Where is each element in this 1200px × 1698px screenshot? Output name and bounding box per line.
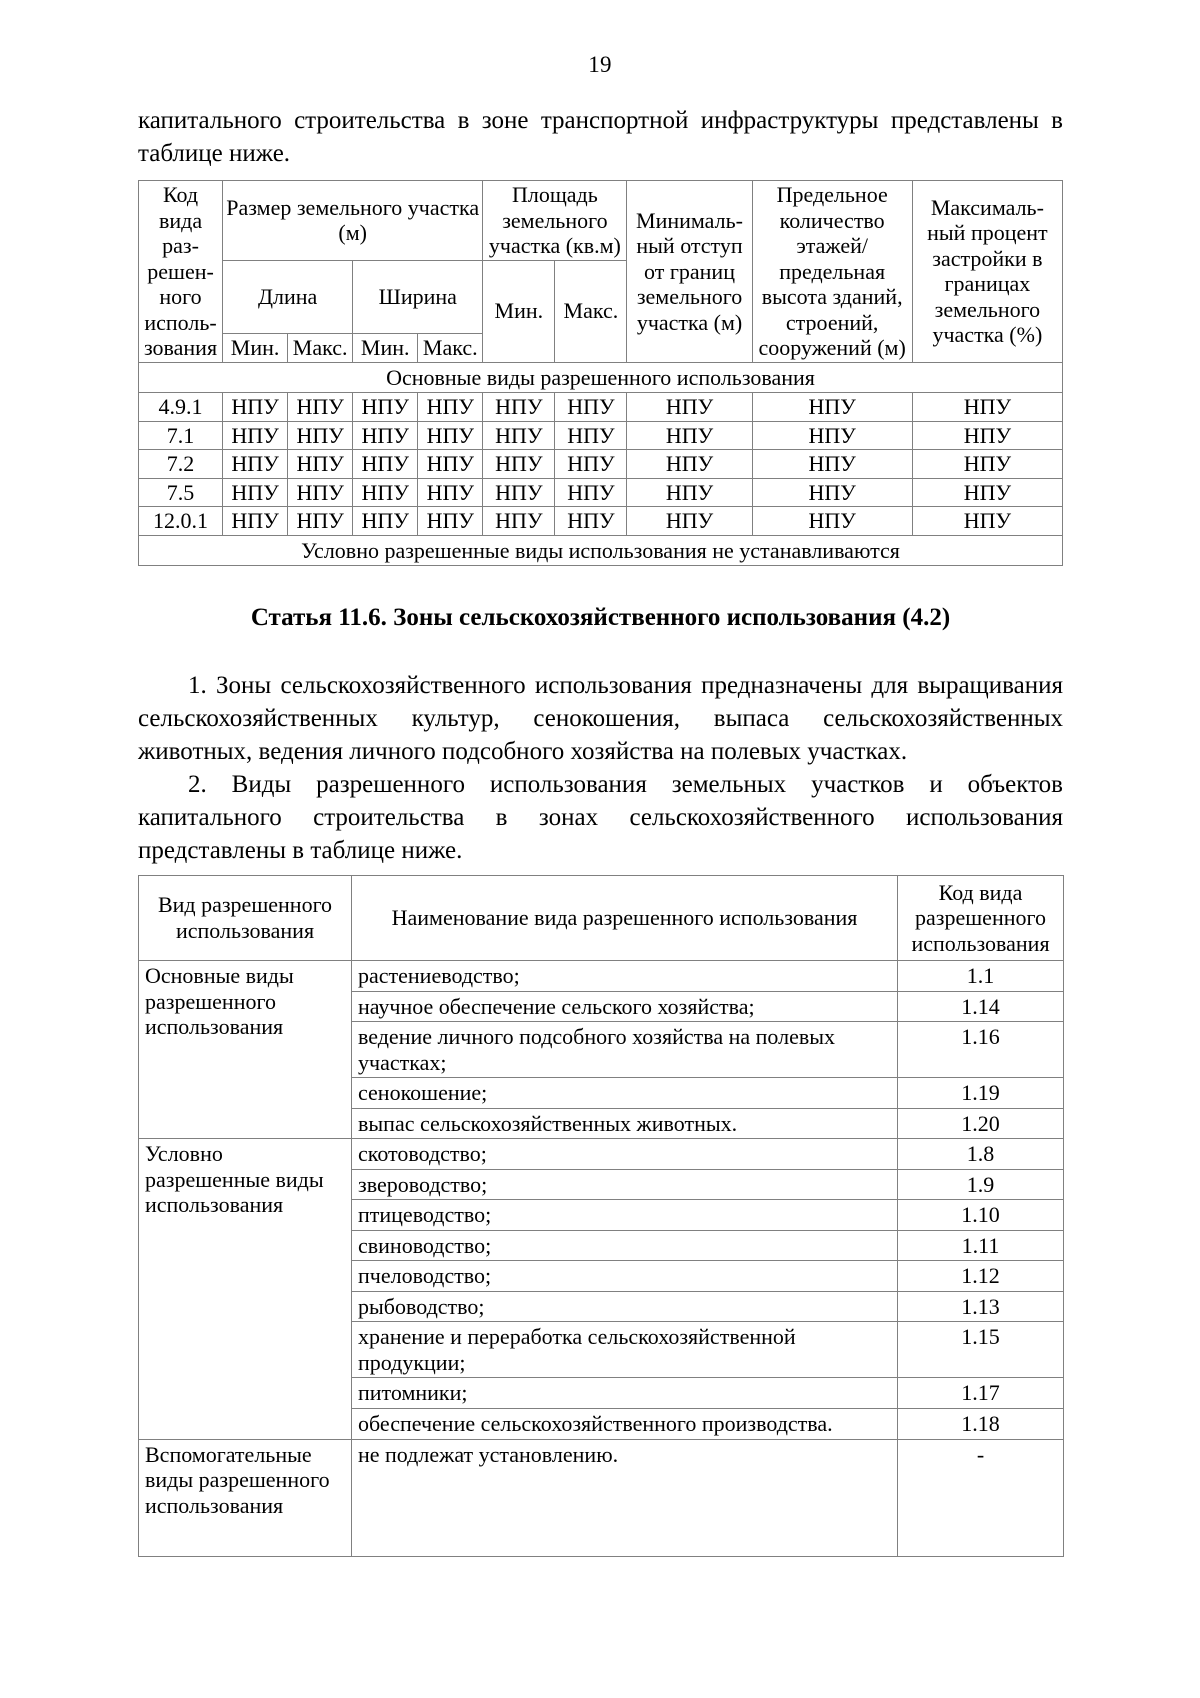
cell-area-min: НПУ — [483, 507, 555, 536]
header-width: Ширина — [353, 260, 483, 334]
use-name: обеспечение сельскохозяйственного производства. — [352, 1409, 898, 1440]
article-paragraph-1: 1. Зоны сельскохозяйственного использования предназначены для выращивания сельскохозяйственных культур, сенокошения, выпаса сельскохозяйственных животных, ведения личного подсобного хозяйства на полевых участках. — [138, 671, 1063, 765]
table-row — [139, 961, 1064, 992]
cell-area-min: НПУ — [483, 478, 555, 507]
use-code: 1.17 — [898, 1378, 1064, 1409]
cell-floors: НПУ — [752, 393, 912, 422]
use-name: растениеводство; — [352, 961, 898, 992]
header-area-max: Макс. — [555, 260, 627, 362]
use-code: 1.19 — [898, 1078, 1064, 1109]
cell-width-min: НПУ — [353, 393, 418, 422]
use-name: птицеводство; — [352, 1200, 898, 1231]
table-row — [139, 507, 1063, 536]
cell-area-min: НПУ — [483, 450, 555, 479]
cell-length-min: НПУ — [223, 450, 288, 479]
use-code: 1.10 — [898, 1200, 1064, 1231]
header-max-floors-height: Предельное количество этажей/ предельная высота зданий, строений, сооружений (м) — [752, 181, 912, 363]
group-label-auxiliary-uses: Вспомогательные виды разрешенного использования — [139, 1439, 352, 1556]
article-paragraph-2: 2. Виды разрешенного использования земельных участков и объектов капитального строительства в зонах сельскохозяйственного использования представлены в таблице ниже. — [138, 770, 1063, 864]
use-name: выпас сельскохозяйственных животных. — [352, 1108, 898, 1139]
header-use-kind: Вид разрешенного использования — [139, 875, 352, 961]
use-name: звероводство; — [352, 1169, 898, 1200]
header-max-coverage-percent: Максималь-ный процент застройки в границах земельного участка (%) — [912, 181, 1062, 363]
header-area-min: Мин. — [483, 260, 555, 362]
table1-footer-row — [139, 535, 1063, 566]
table2-header-row — [139, 875, 1064, 961]
table1-section-row-main — [139, 362, 1063, 393]
use-code: 1.1 — [898, 961, 1064, 992]
cell-length-max: НПУ — [288, 478, 353, 507]
header-use-code: Код вида разрешенного использования — [898, 875, 1064, 961]
use-code: 1.15 — [898, 1322, 1064, 1378]
use-code: 1.18 — [898, 1409, 1064, 1440]
cell-width-max: НПУ — [418, 393, 483, 422]
cell-width-min: НПУ — [353, 478, 418, 507]
row-code: 7.2 — [139, 450, 223, 479]
cell-coverage: НПУ — [912, 393, 1062, 422]
cell-area-max: НПУ — [555, 393, 627, 422]
section-main-permitted-uses: Основные виды разрешенного использования — [139, 362, 1063, 393]
document-body — [138, 104, 1063, 1557]
cell-floors: НПУ — [752, 450, 912, 479]
cell-width-max: НПУ — [418, 478, 483, 507]
table-row — [139, 450, 1063, 479]
use-name: не подлежат установлению. — [352, 1439, 898, 1556]
use-name: научное обеспечение сельского хозяйства; — [352, 991, 898, 1022]
use-code: 1.13 — [898, 1291, 1064, 1322]
cell-floors: НПУ — [752, 478, 912, 507]
use-name: хранение и переработка сельскохозяйственной продукции; — [352, 1322, 898, 1378]
use-name: рыбоводство; — [352, 1291, 898, 1322]
cell-floors: НПУ — [752, 507, 912, 536]
cell-width-min: НПУ — [353, 421, 418, 450]
cell-setback: НПУ — [627, 450, 752, 479]
use-code: 1.20 — [898, 1108, 1064, 1139]
header-code-of-permitted-use: Код вида раз-решен-ного исполь-зования — [139, 181, 223, 363]
group-label-main-uses: Основные виды разрешенного использования — [139, 961, 352, 1139]
use-name: свиноводство; — [352, 1230, 898, 1261]
cell-area-min: НПУ — [483, 421, 555, 450]
use-name: сенокошение; — [352, 1078, 898, 1109]
header-plot-size: Размер земельного участка (м) — [223, 181, 483, 261]
cell-length-min: НПУ — [223, 507, 288, 536]
cell-length-max: НПУ — [288, 450, 353, 479]
intro-paragraph: капитального строительства в зоне транспортной инфраструктуры представлены в таблице ниже. — [138, 107, 1063, 167]
cell-width-min: НПУ — [353, 507, 418, 536]
cell-area-max: НПУ — [555, 421, 627, 450]
article-heading: Статья 11.6. Зоны сельскохозяйственного использования (4.2) — [250, 604, 951, 632]
cell-coverage: НПУ — [912, 421, 1062, 450]
table-row — [139, 1139, 1064, 1170]
agricultural-permitted-uses-table — [138, 875, 1064, 1557]
header-length-min: Мин. — [223, 334, 288, 363]
cell-area-max: НПУ — [555, 507, 627, 536]
permitted-use-parameters-table — [138, 180, 1063, 566]
row-code: 7.1 — [139, 421, 223, 450]
row-code: 7.5 — [139, 478, 223, 507]
header-width-min: Мин. — [353, 334, 418, 363]
cell-area-max: НПУ — [555, 450, 627, 479]
cell-coverage: НПУ — [912, 478, 1062, 507]
use-name: пчеловодство; — [352, 1261, 898, 1292]
cell-area-max: НПУ — [555, 478, 627, 507]
use-code: 1.14 — [898, 991, 1064, 1022]
use-code: 1.16 — [898, 1022, 1064, 1078]
cell-width-max: НПУ — [418, 421, 483, 450]
header-min-setback: Минималь-ный отступ от границ земельного участка (м) — [627, 181, 752, 363]
cell-coverage: НПУ — [912, 507, 1062, 536]
use-code: 1.8 — [898, 1139, 1064, 1170]
cell-length-max: НПУ — [288, 421, 353, 450]
cell-length-max: НПУ — [288, 393, 353, 422]
row-code: 4.9.1 — [139, 393, 223, 422]
use-name: питомники; — [352, 1378, 898, 1409]
cell-width-min: НПУ — [353, 450, 418, 479]
table-row — [139, 1439, 1064, 1556]
cell-length-min: НПУ — [223, 421, 288, 450]
cell-coverage: НПУ — [912, 450, 1062, 479]
cell-setback: НПУ — [627, 393, 752, 422]
use-name: ведение личного подсобного хозяйства на полевых участках; — [352, 1022, 898, 1078]
cell-setback: НПУ — [627, 478, 752, 507]
header-use-name: Наименование вида разрешенного использования — [352, 875, 898, 961]
use-code: 1.9 — [898, 1169, 1064, 1200]
cell-setback: НПУ — [627, 421, 752, 450]
table-row — [139, 478, 1063, 507]
use-code: 1.11 — [898, 1230, 1064, 1261]
cell-length-min: НПУ — [223, 393, 288, 422]
use-code: 1.12 — [898, 1261, 1064, 1292]
cell-area-min: НПУ — [483, 393, 555, 422]
row-code: 12.0.1 — [139, 507, 223, 536]
cell-width-max: НПУ — [418, 450, 483, 479]
table-row — [139, 421, 1063, 450]
cell-width-max: НПУ — [418, 507, 483, 536]
header-plot-area: Площадь земельного участка (кв.м) — [483, 181, 627, 261]
group-label-conditional-uses: Условно разрешенные виды использования — [139, 1139, 352, 1439]
table-row — [139, 393, 1063, 422]
table1-header-row-1 — [139, 181, 1063, 261]
cell-length-max: НПУ — [288, 507, 353, 536]
header-length: Длина — [223, 260, 353, 334]
use-name: скотоводство; — [352, 1139, 898, 1170]
cell-length-min: НПУ — [223, 478, 288, 507]
use-code: - — [898, 1439, 1064, 1556]
cell-setback: НПУ — [627, 507, 752, 536]
header-width-max: Макс. — [418, 334, 483, 363]
page-number: 19 — [588, 52, 612, 77]
footer-conditional-uses-note: Условно разрешенные виды использования не устанавливаются — [139, 535, 1063, 566]
header-length-max: Макс. — [288, 334, 353, 363]
cell-floors: НПУ — [752, 421, 912, 450]
